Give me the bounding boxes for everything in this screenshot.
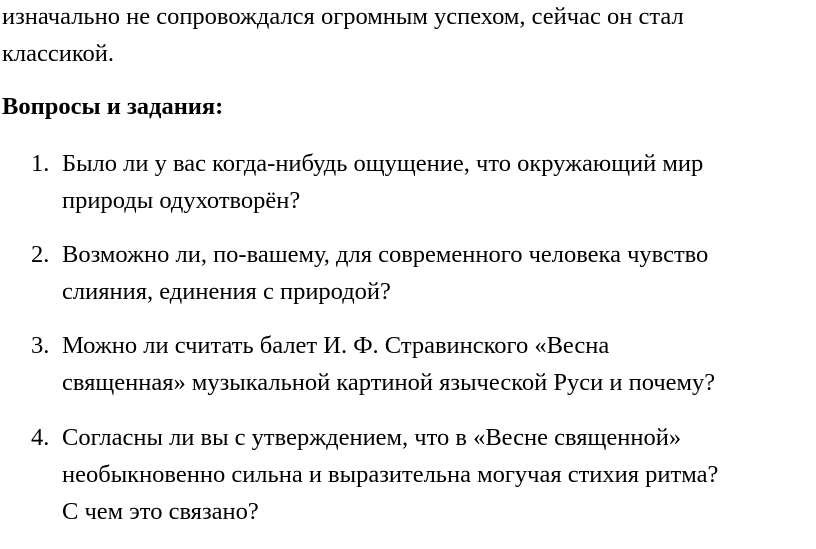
question-line: Было ли у вас когда-нибудь ощущение, что окружающий мир <box>62 150 704 177</box>
intro-line: изначально не сопровождался огромным успехом, сейчас он стал <box>2 3 684 30</box>
section-heading: Вопросы и задания: <box>2 93 224 120</box>
intro-line: классикой. <box>2 40 115 67</box>
question-number: 4. <box>31 424 50 451</box>
question-number: 3. <box>31 332 50 359</box>
question-text <box>62 145 703 219</box>
question-line: природы одухотворён? <box>62 187 301 214</box>
question-number: 2. <box>31 241 50 268</box>
question-line: Согласны ли вы с утверждением, что в «Весне священной» <box>62 424 682 451</box>
question-line: необыкновенно сильна и выразительна могучая стихия ритма? <box>62 461 719 488</box>
question-line: священная» музыкальной картиной языческой Руси и почему? <box>62 369 716 396</box>
question-line: С чем это связано? <box>62 498 259 525</box>
question-number: 1. <box>31 150 50 177</box>
question-text <box>62 236 708 310</box>
intro-paragraph <box>2 0 684 72</box>
question-line: Возможно ли, по-вашему, для современного человека чувство <box>62 241 709 268</box>
question-line: слияния, единения с природой? <box>62 278 391 305</box>
question-text <box>62 327 715 401</box>
question-line: Можно ли считать балет И. Ф. Стравинского «Весна <box>62 332 610 359</box>
question-text <box>62 419 718 530</box>
